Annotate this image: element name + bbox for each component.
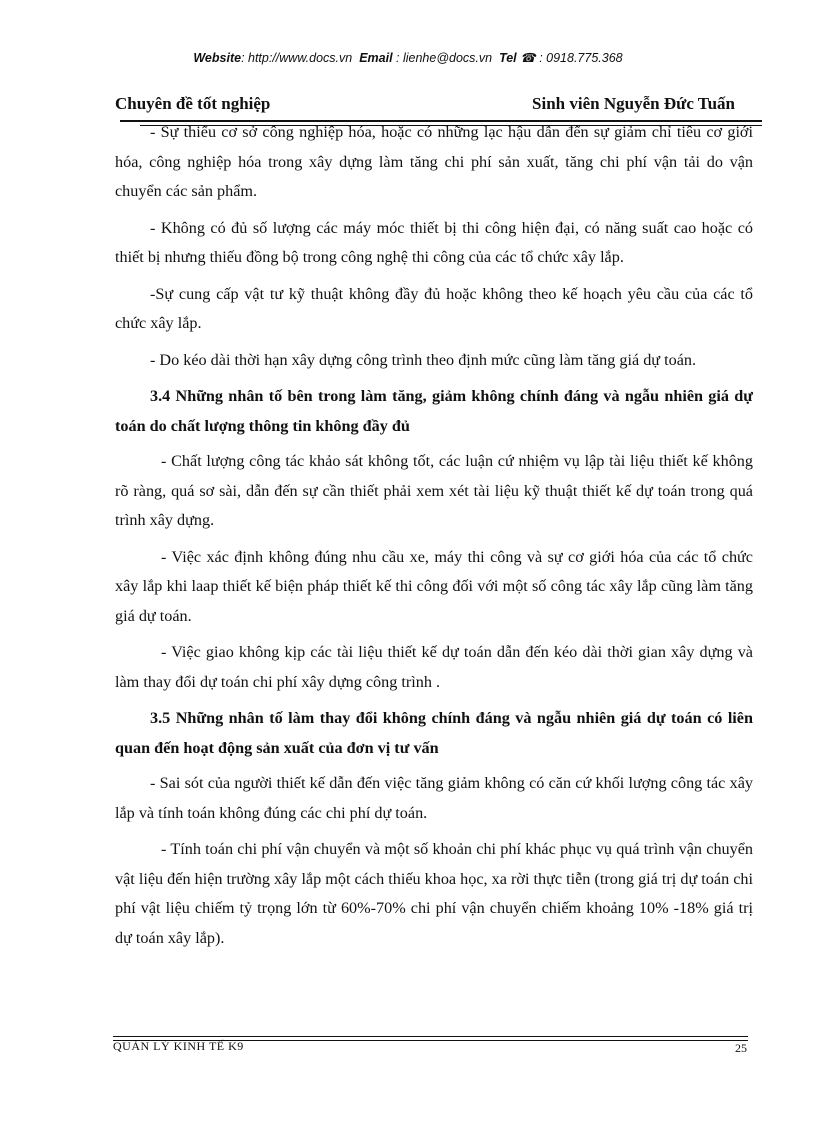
paragraph: -Sự cung cấp vật tư kỹ thuật không đầy đủ hoặc không theo kế hoạch yêu cầu của các tổ chức xây lắp. xyxy=(115,284,753,332)
tel-label: Tel xyxy=(499,51,517,65)
website-label: Website xyxy=(193,51,242,65)
paragraph: - Sự thiếu cơ sở công nghiệp hóa, hoặc có những lạc hậu dẫn đến sự giảm chỉ tiêu cơ giới hóa, công nghiệp hóa trong xây dựng làm tăng chi phí sản xuất, tăng chi phí vận tải do vận chuyển các sản phẩm. xyxy=(115,123,753,200)
paragraph: - Không có đủ số lượng các máy móc thiết bị thi công hiện đại, có năng suất cao hoặc có thiết bị nhưng thiếu đồng bộ trong công nghệ thi công của các tổ chức xây lắp. xyxy=(115,218,753,266)
footer-rule-top xyxy=(113,1036,748,1037)
page-number: 25 xyxy=(735,1041,747,1055)
paragraph: - Việc giao không kịp các tài liệu thiết kế dự toán dẫn đến kéo dài thời gian xây dựng và làm thay đổi dự toán chi phí xây dựng công trình . xyxy=(115,643,753,691)
tel-value: ☎ : 0918.775.368 xyxy=(520,51,623,65)
paragraph: - Chất lượng công tác khảo sát không tốt, các luận cứ nhiệm vụ lập tài liệu thiết kế không rõ ràng, quá sơ sài, dẫn đến sự cần thiết phải xem xét tài liệu kỹ thuật thiết kế dự toán trong quá trình xây dựng. xyxy=(115,452,753,529)
email-label: Email xyxy=(359,51,393,65)
section-heading-3-4: 3.4 Những nhân tố bên trong làm tăng, giảm không chính đáng và ngẫu nhiên giá dự toán do chất lượng thông tin không đầy đủ xyxy=(115,387,753,435)
paragraph: - Việc xác định không đúng nhu cầu xe, máy thi công và sự cơ giới hóa của các tổ chức xây lắp khi laap thiết kế biện pháp thiết kế thi công đối với một số công tác xây lắp cũng làm tăng giá dự toán. xyxy=(115,547,753,625)
header-author: Sinh viên Nguyễn Đức Tuấn xyxy=(532,94,735,113)
email-value[interactable]: : lienhe@docs.vn xyxy=(396,51,493,65)
page-header xyxy=(115,94,735,118)
section-heading-3-5: 3.5 Những nhân tố làm thay đổi không chính đáng và ngẫu nhiên giá dự toán có liên quan đến hoạt động sản xuất của đơn vị tư vấn xyxy=(115,709,753,757)
website-banner xyxy=(0,50,816,65)
website-value[interactable]: : http://www.docs.vn xyxy=(241,51,353,65)
paragraph: - Tính toán chi phí vận chuyển và một số khoản chi phí khác phục vụ quá trình vận chuyển vật liệu đến hiện trường xây lắp một cách thiếu khoa học, xa rời thực tiễn (trong giá trị dự toán chi phí vật liệu chiếm tỷ trọng lớn từ 60%-70% chi phí vận chuyển chiếm khoảng 10% -18% giá trị dự toán xây lắp). xyxy=(115,840,753,947)
paragraph: - Sai sót của người thiết kế dẫn đến việc tăng giảm không có căn cứ khối lượng công tác xây lắp và tính toán không đúng các chi phí dự toán. xyxy=(115,774,753,822)
header-document-type: Chuyên đề tốt nghiệp xyxy=(115,94,271,113)
footer-course: QUẢN LÝ KINH TẾ K9 xyxy=(113,1039,244,1053)
paragraph: - Do kéo dài thời hạn xây dựng công trình theo định mức cũng làm tăng giá dự toán. xyxy=(150,350,697,369)
document-body xyxy=(115,118,753,960)
